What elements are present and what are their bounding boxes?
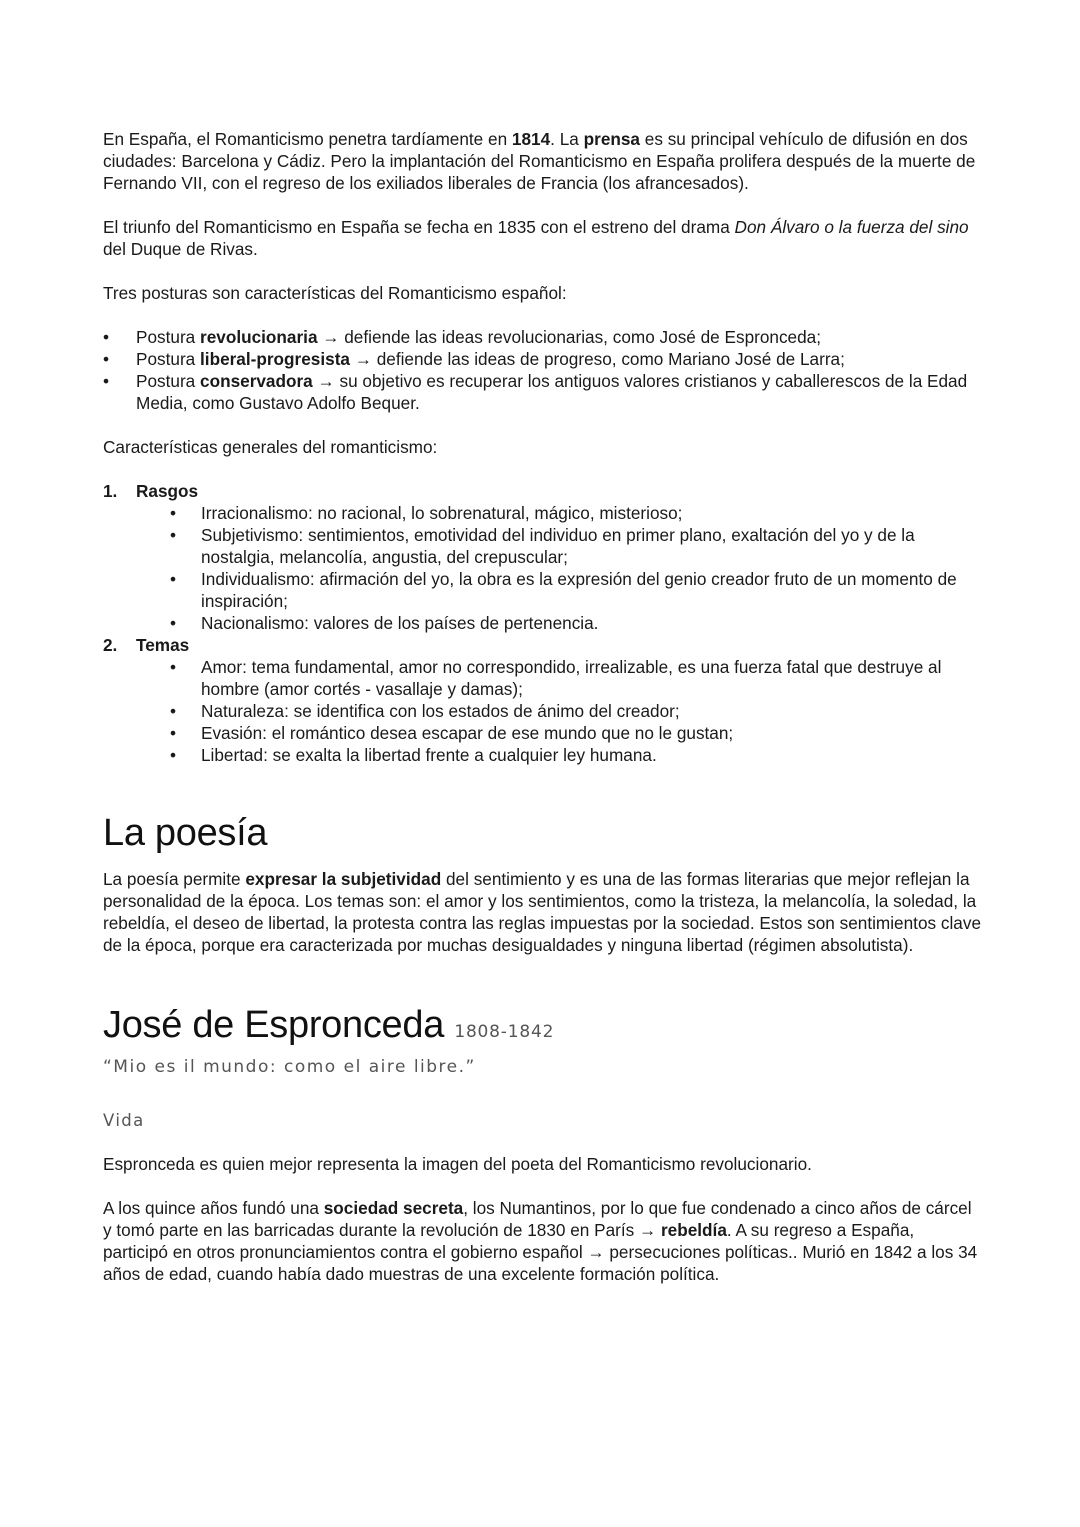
text-run: es su principal vehículo de difusión en dos ciudades: Barcelona y Cádiz. Pero la implantación del Romanticismo en España prolifera después de la muerte de Fernando VII, con el regreso de los exiliados liberales de Francia (los afrancesados). — [103, 129, 976, 193]
list-item: • Naturaleza: se identifica con los estados de ánimo del creador; — [201, 700, 983, 722]
text-run: del Duque de Rivas. — [103, 239, 258, 259]
section-title: Temas — [136, 635, 190, 655]
subheading-vida: Vida — [103, 1111, 145, 1130]
list-item: • Postura liberal-progresista → defiende las ideas de progreso, como Mariano José de Larra; — [103, 348, 983, 370]
bold-year: 1814 — [511, 129, 551, 149]
intro-paragraph-2 — [103, 216, 983, 260]
vida-paragraph-2: A los quince años fundó una sociedad secreta, los Numantinos, por lo que fue condenado a cinco años de cárcel y tomó parte en las barricadas durante la revolución de 1830 en París → rebeldía. A su regreso a España, participó en otros pronunciamientos contra el gobierno español → persecuciones políticas.. Murió en 1842 a los 34 años de edad, cuando había dado muestras de una excelente formación política. — [103, 1198, 978, 1284]
general-characteristics-title: Características generales del romanticismo: — [103, 437, 438, 457]
list-item: • Evasión: el romántico desea escapar de ese mundo que no le gustan; — [201, 722, 983, 744]
vida-paragraph-1: Espronceda es quien mejor representa la imagen del poeta del Romanticismo revolucionario. — [103, 1154, 812, 1174]
italic-title: Don Álvaro o la fuerza del sino — [734, 217, 969, 237]
section-number: 2. — [103, 635, 118, 655]
list-item: • Irracionalismo: no racional, lo sobrenatural, mágico, misterioso; — [201, 502, 983, 524]
heading-la-poesia: La poesía — [103, 812, 268, 854]
characteristics-list — [103, 480, 983, 766]
section-number: 1. — [103, 481, 118, 501]
text-run: El triunfo del Romanticismo en España se fecha en 1835 con el estreno del drama — [103, 217, 735, 237]
bold-prensa: prensa — [583, 129, 640, 149]
list-item: • Postura revolucionaria → defiende las ideas revolucionarias, como José de Espronceda; — [103, 326, 983, 348]
list-item: • Nacionalismo: valores de los países de pertenencia. — [201, 612, 983, 634]
list-item: • Amor: tema fundamental, amor no correspondido, irrealizable, es una fuerza fatal que destruye al hombre (amor cortés - vasallaje y damas); — [201, 656, 983, 700]
author-quote: “Mio es il mundo: como el aire libre.” — [103, 1057, 476, 1077]
author-name: José de Espronceda — [103, 1004, 445, 1046]
section-title: Rasgos — [136, 481, 199, 501]
document-page — [103, 128, 983, 1285]
poesia-paragraph: La poesía permite expresar la subjetividad del sentimiento y es una de las formas literarias que mejor reflejan la personalidad de la época. Los temas son: el amor y los sentimientos, como la tristeza, la melancolía, la soledad, la rebeldía, el deseo de libertad, la protesta contra las reglas impuestas por la sociedad. Estos son sentimientos clave de la época, porque era caracterizada por muchas desigualdades y ninguna libertad (régimen absolutista). — [103, 869, 982, 955]
intro-paragraph-3: Tres posturas son características del Romanticismo español: — [103, 283, 567, 303]
section-temas — [103, 634, 983, 766]
list-item: • Postura conservadora → su objetivo es recuperar los antiguos valores cristianos y caballerescos de la Edad Media, como Gustavo Adolfo Bequer. — [103, 370, 983, 414]
author-dates: 1808-1842 — [454, 1022, 555, 1042]
intro-paragraph-1 — [103, 128, 983, 194]
heading-espronceda — [103, 1002, 983, 1055]
text-run: . La — [550, 129, 584, 149]
section-rasgos — [103, 480, 983, 634]
list-item: • Individualismo: afirmación del yo, la obra es la expresión del genio creador fruto de un momento de inspiración; — [201, 568, 983, 612]
text-run: En España, el Romanticismo penetra tardíamente en — [103, 129, 512, 149]
postures-list — [103, 326, 983, 414]
list-item: • Libertad: se exalta la libertad frente a cualquier ley humana. — [201, 744, 983, 766]
list-item: • Subjetivismo: sentimientos, emotividad del individuo en primer plano, exaltación del yo y de la nostalgia, melancolía, angustia, del crepuscular; — [201, 524, 983, 568]
